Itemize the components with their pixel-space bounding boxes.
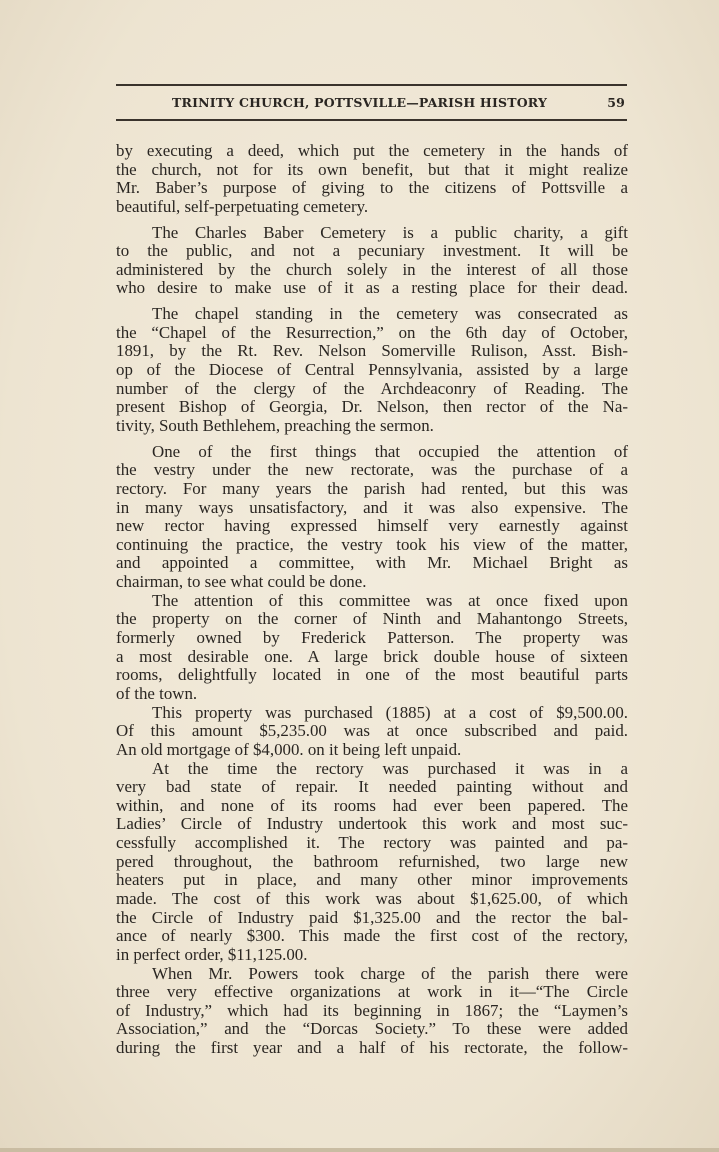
text-line: ance of nearly $300. This made the first cost of the rectory, [116,926,628,946]
text-line: the church, not for its own benefit, but that it might realize [116,159,628,179]
text-line: heaters put in place, and many other minor improvements [116,870,628,890]
text-line: during the first year and a half of his rectorate, the follow- [116,1038,628,1058]
text-line: administered by the church solely in the interest of all those [116,259,628,279]
text-line: At the time the rectory was purchased it was in a [152,758,628,778]
text-line: new rector having expressed himself very earnestly against [116,516,628,536]
text-line: The attention of this committee was at once fixed upon [152,590,628,610]
text-line: beautiful, self-perpetuating cemetery. [116,196,369,216]
text-line: The chapel standing in the cemetery was consecrated as [152,304,628,324]
text-line: present Bishop of Georgia, Dr. Nelson, then rector of the Na- [116,397,628,417]
page-number: 59 [607,95,625,110]
text-line: the Circle of Industry paid $1,325.00 and the rector the bal- [116,907,628,927]
text-line: continuing the practice, the vestry took his view of the matter, [116,534,628,554]
running-title: TRINITY CHURCH, POTTSVILLE—PARISH HISTORY [172,95,548,110]
text-line: who desire to make use of it as a resting place for their dead. [116,278,628,298]
text-line: One of the first things that occupied the attention of [152,441,628,461]
header-top-rule [116,84,627,86]
text-line: in perfect order, $11,125.00. [116,944,308,964]
text-line: number of the clergy of the Archdeaconry of Reading. The [116,378,628,398]
text-line: in many ways unsatisfactory, and it was also expensive. The [116,497,628,517]
text-line: three very effective organizations at work in it—“The Circle [116,982,628,1002]
text-line: within, and none of its rooms had ever been papered. The [116,795,628,815]
text-line: The Charles Baber Cemetery is a public charity, a gift [152,222,628,242]
running-header [116,93,627,113]
text-line: When Mr. Powers took charge of the parish there were [152,963,628,983]
text-line: of Industry,” which had its beginning in 1867; the “Laymen’s [116,1000,628,1020]
header-bottom-rule [116,119,627,121]
text-line: Ladies’ Circle of Industry undertook this work and most suc- [116,814,628,834]
body-text [116,142,628,1058]
text-line: formerly owned by Frederick Patterson. The property was [116,628,628,648]
text-line: op of the Diocese of Central Pennsylvania, assisted by a large [116,360,628,380]
text-line: and appointed a committee, with Mr. Michael Bright as [116,553,628,573]
text-line: of the town. [116,683,198,703]
text-line: An old mortgage of $4,000. on it being left unpaid. [116,739,462,759]
text-line: the “Chapel of the Resurrection,” on the 6th day of October, [116,322,628,342]
text-line: Mr. Baber’s purpose of giving to the citizens of Pottsville a [116,178,628,198]
text-line: 1891, by the Rt. Rev. Nelson Somerville Rulison, Asst. Bish- [116,341,628,361]
text-line: a most desirable one. A large brick double house of sixteen [116,646,628,666]
text-line: to the public, and not a pecuniary investment. It will be [116,241,628,261]
page-bottom-edge [0,1148,719,1152]
text-line: Association,” and the “Dorcas Society.” To these were added [116,1019,628,1039]
text-line: Of this amount $5,235.00 was at once subscribed and paid. [116,721,628,741]
text-line: the property on the corner of Ninth and Mahantongo Streets, [116,609,628,629]
text-line: very bad state of repair. It needed painting without and [116,777,628,797]
text-line: rooms, delightfully located in one of the most beautiful parts [116,665,628,685]
text-line: rectory. For many years the parish had rented, but this was [116,478,628,498]
text-line: tivity, South Bethlehem, preaching the sermon. [116,415,434,435]
text-line: made. The cost of this work was about $1,625.00, of which [116,888,628,908]
text-line: cessfully accomplished it. The rectory was painted and pa- [116,833,628,853]
text-line: the vestry under the new rectorate, was the purchase of a [116,460,628,480]
text-line: This property was purchased (1885) at a cost of $9,500.00. [152,702,628,722]
text-line: pered throughout, the bathroom refurnished, two large new [116,851,628,871]
text-line: chairman, to see what could be done. [116,572,367,592]
text-line: by executing a deed, which put the cemetery in the hands of [116,141,628,160]
